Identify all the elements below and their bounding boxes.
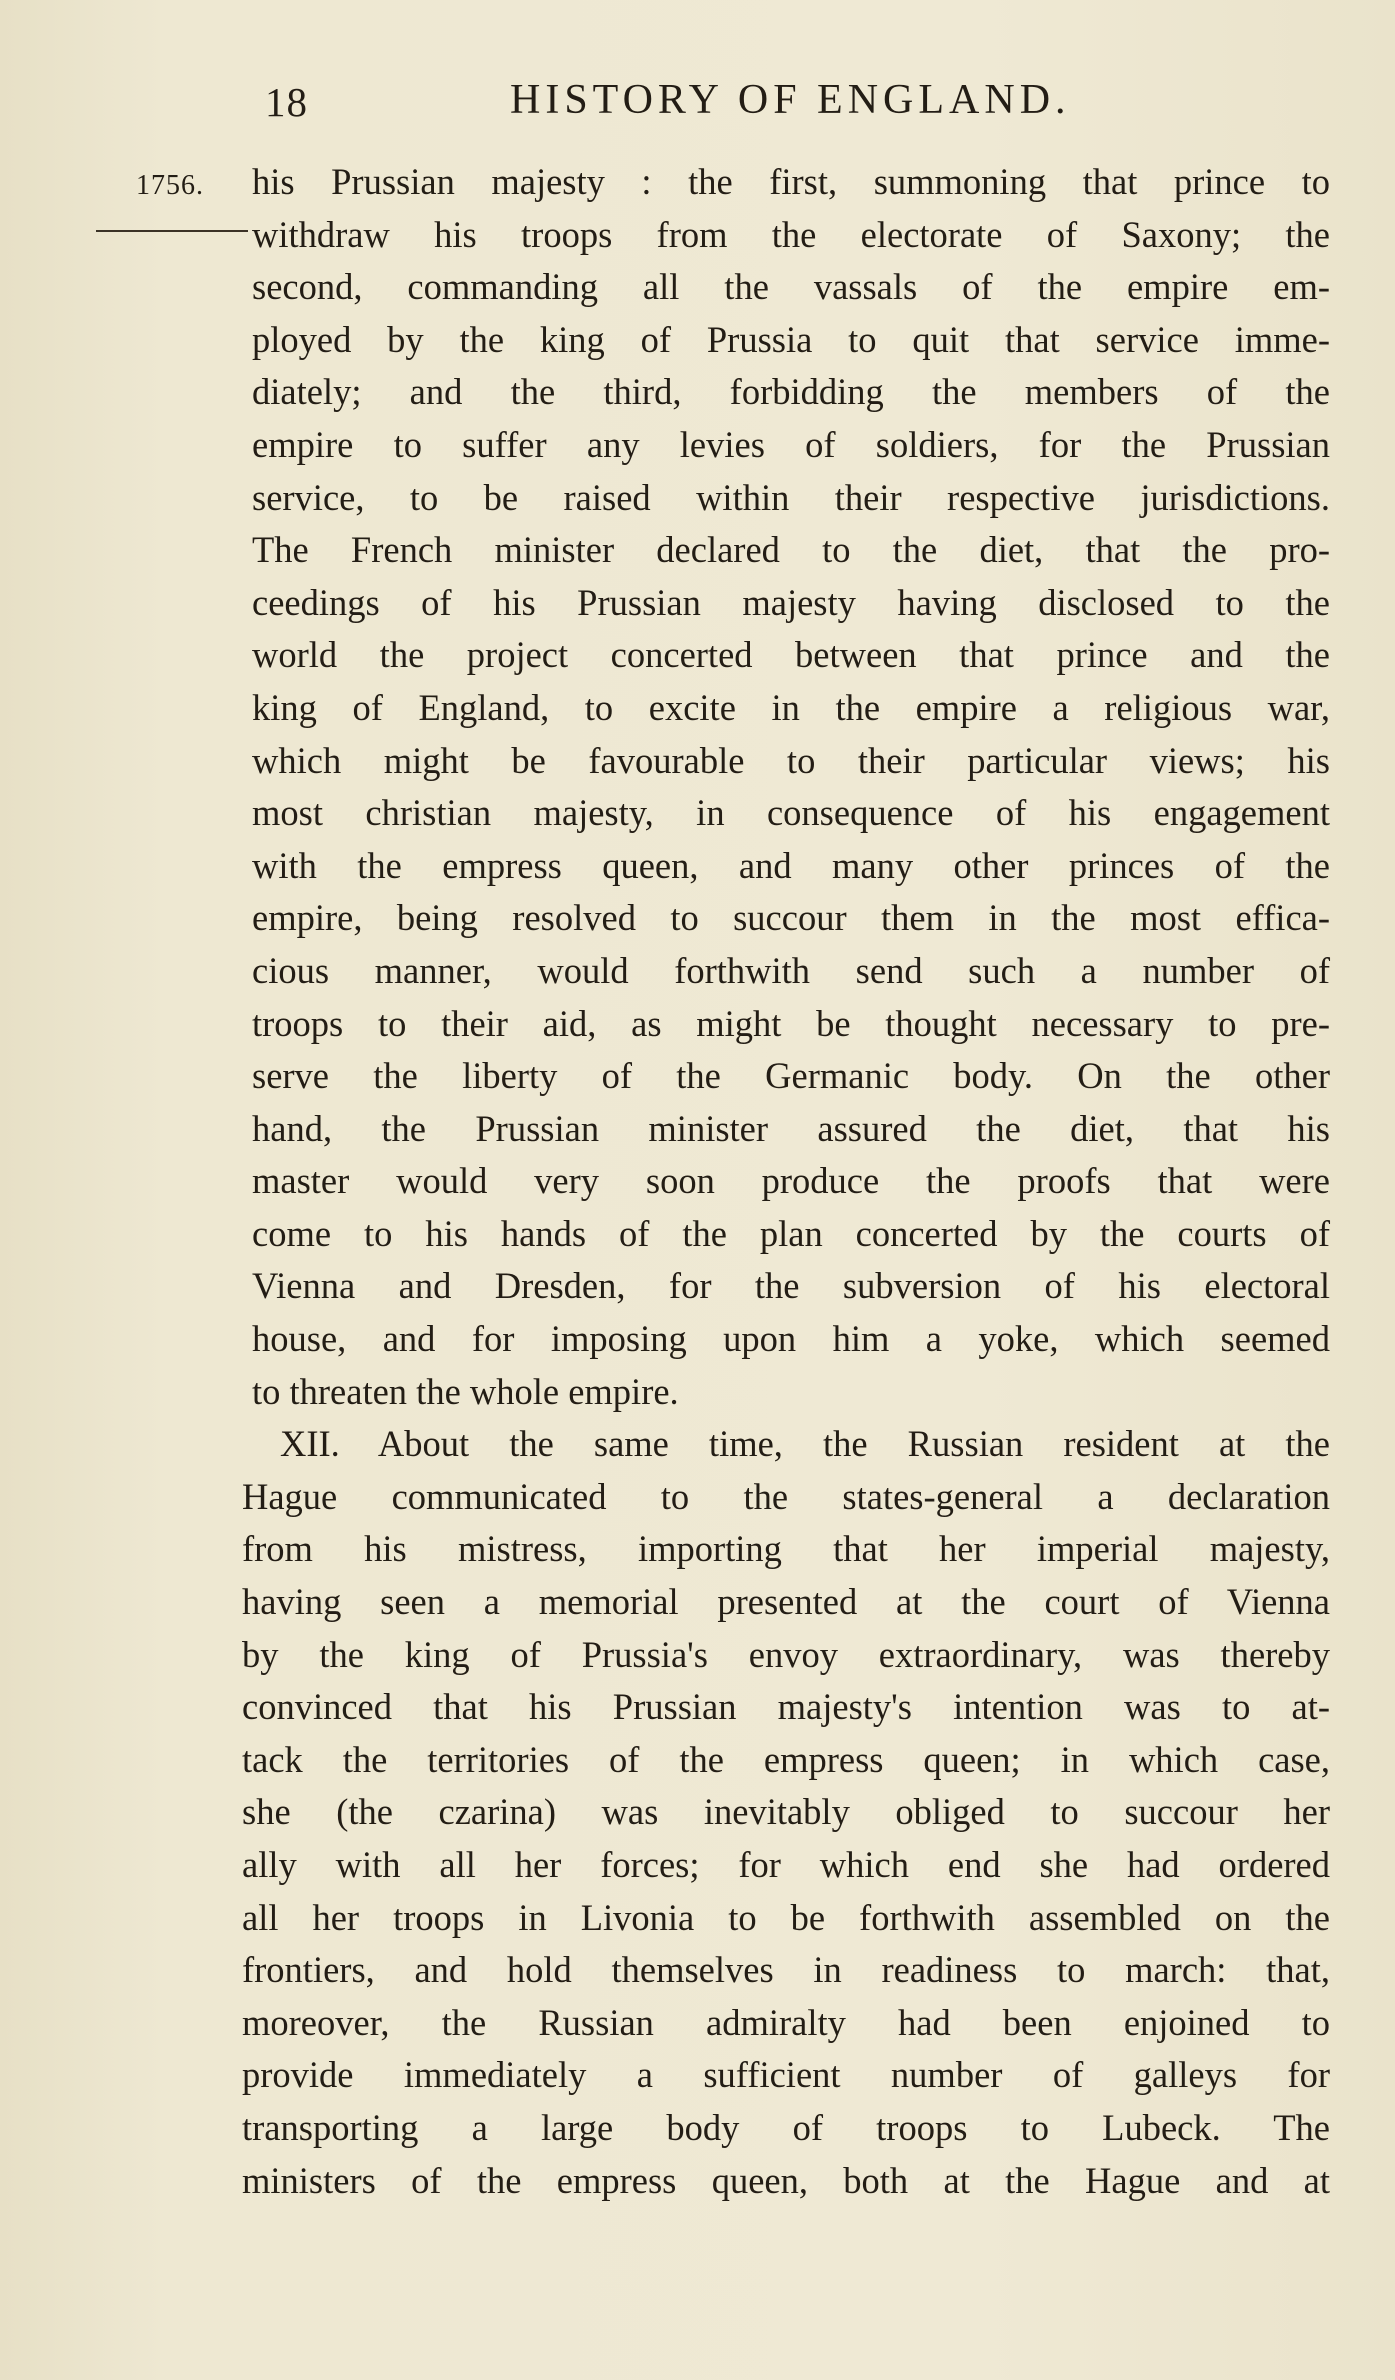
text-line: with the empress queen, and many other princes of the <box>252 844 1330 886</box>
text-line: service, to be raised within their respective jurisdictions. <box>252 476 1330 518</box>
text-line: by the king of Prussia's envoy extraordinary, was thereby <box>242 1633 1330 1675</box>
text-line: hand, the Prussian minister assured the diet, that his <box>252 1107 1330 1149</box>
text-line: troops to their aid, as might be thought necessary to pre- <box>252 1002 1330 1044</box>
running-title: HISTORY OF ENGLAND. <box>510 77 1071 123</box>
text-line: master would very soon produce the proofs that were <box>252 1160 1330 1202</box>
text-line: provide immediately a sufficient number of galleys for <box>242 2054 1330 2096</box>
text-line: withdraw his troops from the electorate of Saxony; the <box>252 213 1330 255</box>
text-line: come to his hands of the plan concerted by the courts of <box>252 1212 1330 1254</box>
text-line: ministers of the empress queen, both at the Hague and at <box>242 2159 1330 2201</box>
text-line: to threaten the whole empire. <box>252 1370 679 1412</box>
text-line: ployed by the king of Prussia to quit that service imme- <box>252 318 1330 360</box>
margin-rule <box>96 230 248 232</box>
text-line: second, commanding all the vassals of the empire em- <box>252 266 1330 308</box>
text-line: ceedings of his Prussian majesty having disclosed to the <box>252 581 1330 623</box>
text-line: she (the czarina) was inevitably obliged to succour her <box>242 1791 1330 1833</box>
text-line: The French minister declared to the diet, that the pro- <box>252 529 1330 571</box>
paragraph-start-line: XII. About the same time, the Russian resident at the <box>280 1423 1330 1465</box>
text-line: his Prussian majesty : the first, summoning that prince to <box>252 161 1330 202</box>
text-line: empire to suffer any levies of soldiers, for the Prussian <box>252 423 1330 465</box>
text-line: transporting a large body of troops to Lubeck. The <box>242 2106 1330 2148</box>
body-text <box>242 156 1330 2207</box>
text-line: ally with all her forces; for which end she had ordered <box>242 1844 1330 1885</box>
text-line: having seen a memorial presented at the court of Vienna <box>242 1581 1330 1623</box>
text-line: frontiers, and hold themselves in readiness to march: that, <box>242 1949 1330 1991</box>
text-line: moreover, the Russian admiralty had been enjoined to <box>242 2001 1330 2043</box>
text-line: serve the liberty of the Germanic body. On the other <box>252 1055 1330 1097</box>
page-number: 18 <box>265 79 308 125</box>
text-line: which might be favourable to their particular views; his <box>252 739 1330 781</box>
text-line: diately; and the third, forbidding the members of the <box>252 371 1330 413</box>
text-line: most christian majesty, in consequence of his engagement <box>252 792 1330 834</box>
text-line: king of England, to excite in the empire a religious war, <box>252 686 1330 728</box>
text-line: all her troops in Livonia to be forthwith assembled on the <box>242 1896 1330 1938</box>
text-line: world the project concerted between that prince and the <box>252 634 1330 676</box>
text-line: Hague communicated to the states-general a declaration <box>242 1475 1330 1517</box>
text-line: Vienna and Dresden, for the subversion of his electoral <box>252 1265 1330 1307</box>
text-line: tack the territories of the empress queen; in which case, <box>242 1738 1330 1780</box>
text-line: convinced that his Prussian majesty's intention was to at- <box>242 1686 1330 1728</box>
margin-year: 1756. <box>136 170 204 201</box>
text-line: cious manner, would forthwith send such a number of <box>252 949 1330 991</box>
text-line: from his mistress, importing that her imperial majesty, <box>242 1528 1330 1570</box>
text-line: house, and for imposing upon him a yoke, which seemed <box>252 1318 1330 1360</box>
text-line: empire, being resolved to succour them in the most effica- <box>252 897 1330 939</box>
